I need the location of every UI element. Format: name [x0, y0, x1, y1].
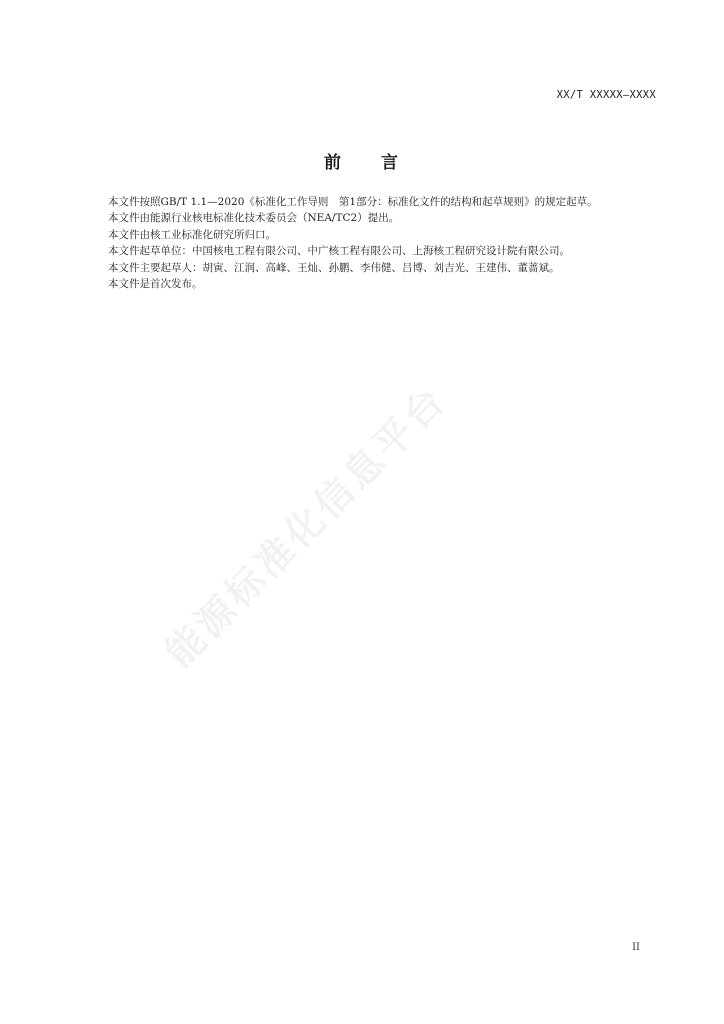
section-title	[0, 148, 724, 173]
page-number: II	[632, 942, 640, 953]
paragraph-main-drafters: 本文件主要起草人：胡寅、江润、高峰、王灿、孙鹏、李伟健、吕博、刘吉光、王建伟、董蔷斌。	[108, 261, 560, 274]
paragraph-centralized-by: 本文件由核工业标准化研究所归口。	[108, 228, 276, 241]
paragraph-proposer: 本文件由能源行业核电标准化技术委员会（NEA/TC2）提出。	[108, 212, 400, 225]
paragraph-drafting-units: 本文件起草单位：中国核电工程有限公司、中广核工程有限公司、上海核工程研究设计院有限公司。	[108, 245, 570, 258]
title-char-1: 前	[324, 153, 343, 173]
document-code: XX/T XXXXX—XXXX	[556, 89, 656, 101]
foreword-body	[87, 194, 657, 292]
paragraph-drafting-rules: 本文件按照GB/T 1.1—2020《标准化工作导则 第1部分：标准化文件的结构和起草规则》的规定起草。	[108, 196, 598, 208]
watermark: 能源标准化信息平台	[156, 377, 456, 676]
paragraph-first-release: 本文件是首次发布。	[108, 278, 203, 291]
title-char-2: 言	[381, 153, 400, 173]
